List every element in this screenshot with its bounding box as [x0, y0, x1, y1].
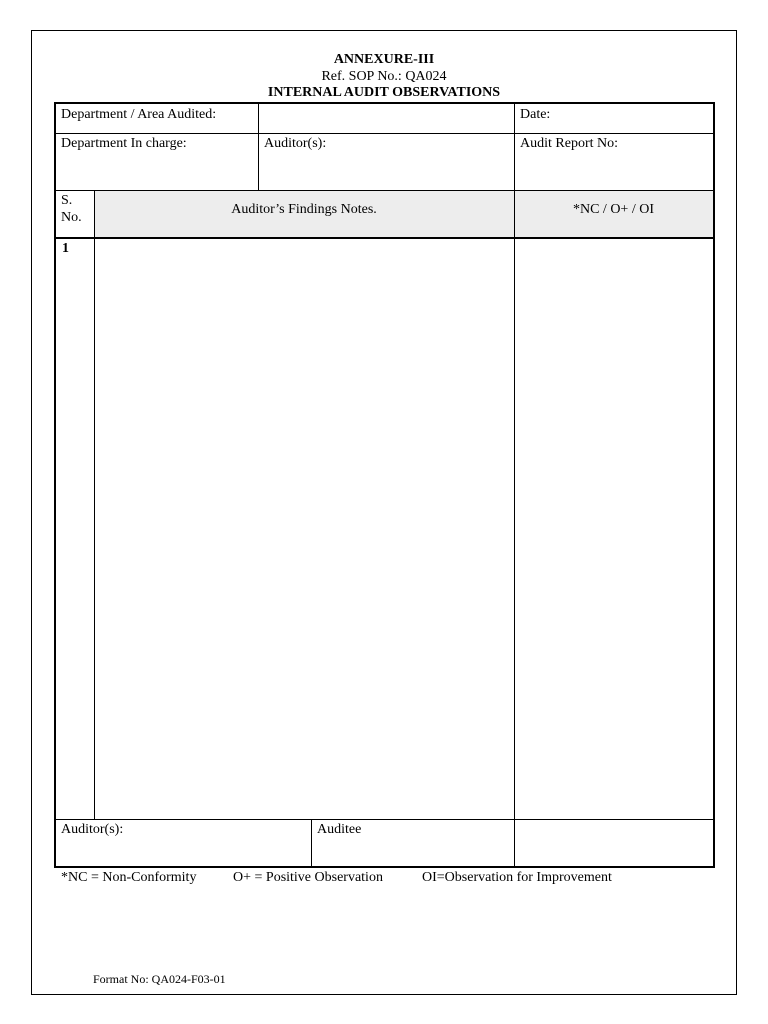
- observation-type-header: *NC / O+ / OI: [572, 202, 654, 217]
- findings-notes-header: Auditor’s Findings Notes.: [231, 202, 377, 217]
- signoff-auditee-label: Auditee: [317, 822, 362, 837]
- date-label: Date:: [520, 107, 551, 122]
- format-number: Format No: QA024-F03-01: [93, 972, 226, 986]
- legend-o-plus: O+ = Positive Observation: [233, 870, 383, 885]
- findings-notes-area[interactable]: [95, 239, 514, 819]
- col-divider: [311, 819, 312, 866]
- sno-header: S.: [61, 193, 73, 208]
- finding-row-number: 1: [62, 241, 69, 256]
- legend-nc: *NC = Non-Conformity: [61, 870, 197, 885]
- row-divider: [56, 819, 713, 820]
- audit-observations-table: [54, 102, 715, 868]
- row-divider: [56, 190, 713, 191]
- audit-report-label: Audit Report No:: [520, 136, 618, 151]
- auditors-label: Auditor(s):: [264, 136, 327, 151]
- sno-header-line2: No.: [61, 210, 82, 225]
- form-title: INTERNAL AUDIT OBSERVATIONS: [267, 85, 501, 100]
- sop-reference: Ref. SOP No.: QA024: [321, 69, 447, 84]
- department-area-field[interactable]: [259, 104, 514, 133]
- row-divider: [56, 133, 713, 134]
- department-incharge-label: Department In charge:: [61, 136, 187, 151]
- col-divider: [514, 104, 515, 190]
- signoff-auditors-label: Auditor(s):: [61, 822, 124, 837]
- annexure-title: ANNEXURE-III: [333, 52, 435, 67]
- department-area-label: Department / Area Audited:: [61, 107, 217, 122]
- legend-oi: OI=Observation for Improvement: [422, 870, 612, 885]
- observation-type-area[interactable]: [515, 239, 713, 819]
